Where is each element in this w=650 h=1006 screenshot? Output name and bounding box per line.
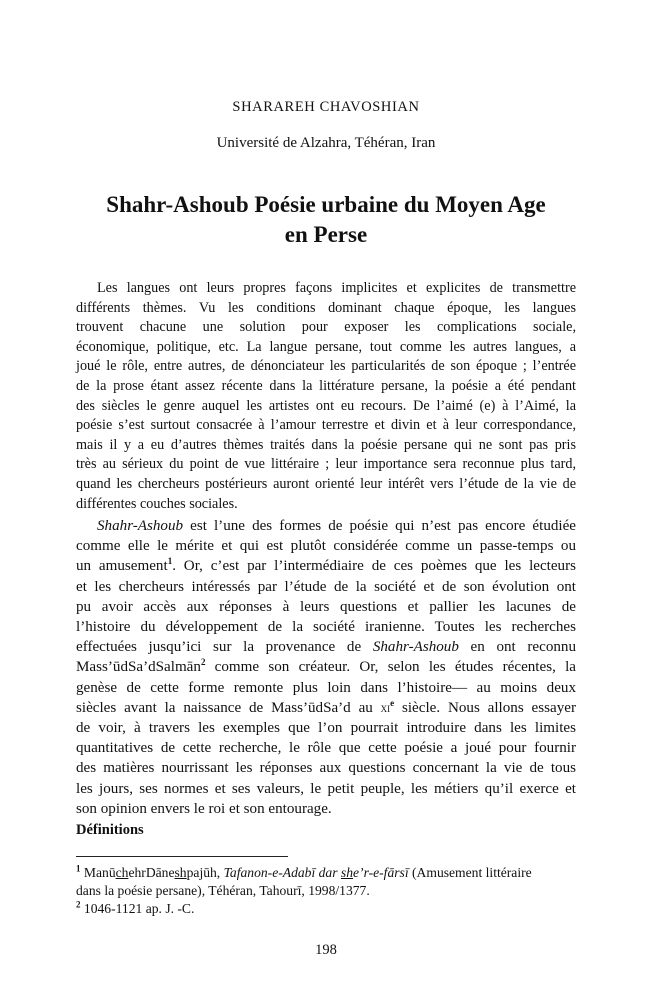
footnote-1	[76, 864, 576, 882]
body-line: son opinion envers le roi et son entourage.	[76, 800, 332, 817]
title-line-1: Shahr-Ashoub Poésie urbaine du Moyen Age	[106, 192, 546, 217]
body-line: quantitatives de cette recherche, le rôle que cette poésie a joué pour fournir	[76, 740, 576, 757]
footnote-text: pajūh,	[186, 865, 224, 880]
body-text: comme son créateur. Or, selon les études récentes, la	[205, 659, 576, 676]
abstract-line: des siècles le genre auquel les artistes ont eu recours. De l’aimé (e) à l’Aimé, la	[76, 397, 576, 414]
abstract-line: quand les chercheurs postérieurs auront orienté leur intérêt vers l’étude de la vie de	[76, 475, 576, 492]
footnote-ref-2[interactable]: 2	[200, 657, 206, 668]
section-heading: Définitions	[76, 822, 144, 838]
abstract-line: économique, politique, etc. La langue persane, tout comme les autres langues, a	[76, 338, 576, 355]
body-line: comme elle le mérite et qui est plutôt considérée comme un passe-temps ou	[76, 538, 576, 555]
body-text: un amusement	[76, 558, 168, 575]
abstract-line: poésie s’est surtout consacrée à l’amour terrestre et divin et à leur correspondance,	[76, 417, 576, 434]
footnote-text: ehrDāne	[128, 865, 175, 880]
body-text: est l’une des formes de poésie qui n’est pas encore étudiée	[183, 518, 576, 534]
body-text: Mass’ūdSa’dSalmān	[76, 659, 201, 676]
abstract-line: différentes couches sociales.	[76, 495, 238, 512]
footnote-text: Manū	[80, 865, 116, 880]
body-text: siècles avant la naissance de Mass’ūdSa’d au	[76, 699, 381, 716]
footnote-2	[76, 900, 576, 918]
body-line: genèse de cette forme remonte plus loin dans l’histoire— au moins deux	[76, 679, 576, 696]
footnote-text: 1046-1121 ap. J. -C.	[80, 901, 195, 916]
abstract-line: différents thèmes. Vu les conditions dominant chaque époque, les langues	[76, 299, 576, 316]
footnote-text: ch	[115, 865, 129, 880]
body-line	[76, 516, 576, 536]
abstract-line: trouvent chacune une solution pour exposer les complications sociale,	[76, 319, 576, 336]
body-text: siècle. Nous allons essayer	[394, 699, 576, 716]
body-text: en ont reconnu	[458, 639, 577, 656]
footnote-1-continued: dans la poésie persane), Téhéran, Tahourī, 1998/1377.	[76, 883, 370, 898]
footnote-divider	[76, 856, 288, 857]
abstract-line: joué le rôle, entre autres, de dénonciateur les particularités de son époque ; l’entrée	[76, 358, 576, 375]
body-text: . Or, c’est par l’intermédiaire de ces poèmes que les lecteurs	[172, 558, 577, 575]
abstract-line: de la prose étant assez récente dans la littérature persane, la poésie a été pendant	[76, 377, 576, 394]
term-shahr-ashoub: Shahr-Ashoub	[97, 518, 184, 534]
abstract-line: mais il y a eu d’autres thèmes traités dans la poésie persane qui ne sont pas pris	[76, 436, 576, 453]
body-line	[76, 657, 576, 677]
abstract-line: très au sérieux du point de vue littéraire ; leur importance sera reconnue plus tard,	[76, 456, 576, 473]
body-paragraph	[76, 516, 576, 819]
body-line: pu avoir accès aux réponses à leurs questions et pallier les lacunes de	[76, 598, 576, 615]
body-line: de voir, à travers les exemples que l’on pourrait introduire dans les limites	[76, 720, 576, 737]
abstract-paragraph	[76, 279, 576, 514]
author-name: SHARAREH CHAVOSHIAN	[232, 99, 420, 115]
footnote-number: 2	[76, 899, 81, 910]
body-text: effectuées jusqu’ici sur la provenance de	[76, 639, 373, 656]
title-line-2: en Perse	[284, 222, 368, 247]
body-line	[76, 556, 576, 576]
body-line	[76, 698, 576, 718]
footnote-ref-1[interactable]: 1	[167, 556, 173, 567]
body-line: l’histoire du développement de la société iranienne. Toutes les recherches	[76, 619, 576, 636]
footnotes	[76, 864, 576, 918]
footnote-book-title: sh	[340, 865, 354, 880]
body-line: des matières nourrissant les réponses aux questions concernant la vie de tous	[76, 760, 576, 777]
abstract-line: Les langues ont leurs propres façons implicites et explicites de transmettre	[97, 280, 576, 296]
body-line: et les chercheurs intéressés par l’étude de la société et de son évolution ont	[76, 578, 576, 595]
footnote-text: sh	[174, 865, 187, 880]
ordinal-suffix: e	[390, 697, 395, 708]
footnote-number: 1	[76, 863, 81, 874]
body-line: les jours, ses normes et ses valeurs, le petit peuple, les métiers qu’il exerce et	[76, 780, 576, 797]
footnote-book-title: e’r-e-fārsī	[353, 865, 409, 880]
page-number: 198	[315, 942, 337, 958]
article-title	[76, 190, 576, 250]
century-numeral: xi	[380, 699, 391, 715]
footnote-text: (Amusement littéraire	[408, 865, 532, 880]
author-affiliation: Université de Alzahra, Téhéran, Iran	[216, 135, 436, 151]
term-shahr-ashoub: Shahr-Ashoub	[372, 639, 459, 656]
body-line	[76, 637, 576, 657]
footnote-book-title: Tafanon-e-Adabī dar	[223, 865, 341, 880]
